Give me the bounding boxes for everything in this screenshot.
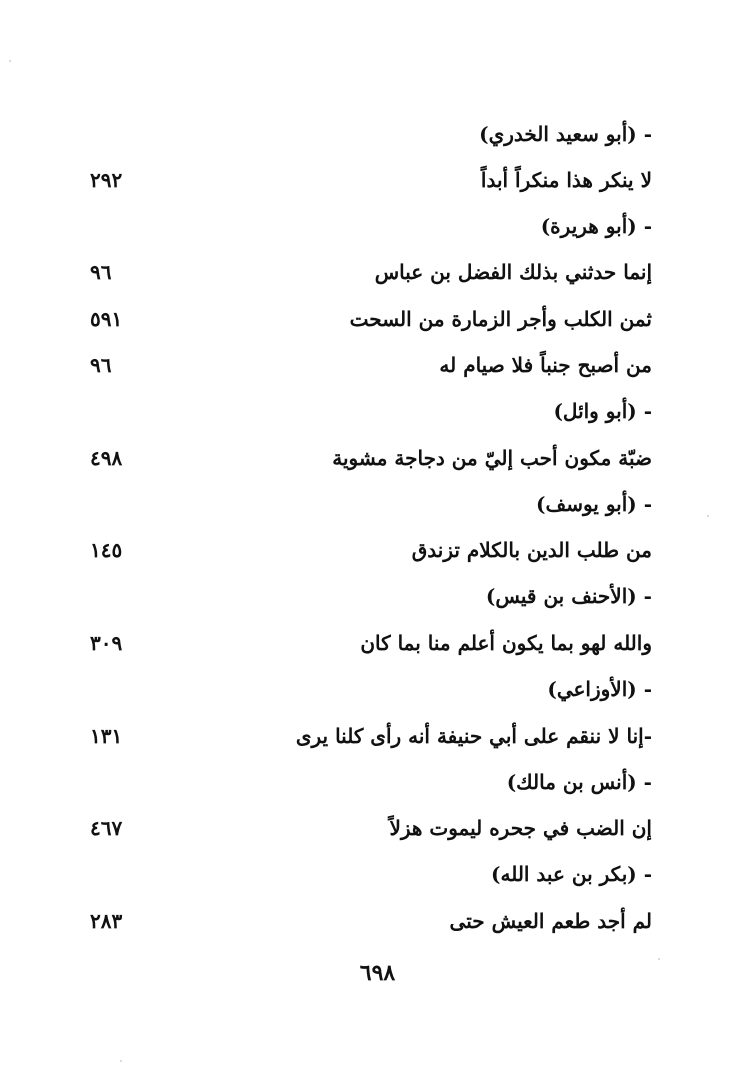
scan-speck [707,515,709,517]
scan-speck [120,1060,122,1062]
entry-text: لم أجد طعم العيش حتى [449,909,652,933]
entry-text: - (أبو وائل) [553,399,652,423]
index-entry [80,442,652,482]
index-entry [80,303,652,343]
entry-text: إنما حدثني بذلك الفضل بن عباس [374,260,652,284]
entry-text: ثمن الكلب وأجر الزمارة من السحت [349,307,652,331]
index-entry [80,812,652,852]
index-entry [80,905,652,945]
entry-text: ضبّة مكون أحب إليّ من دجاجة مشوية [332,446,652,470]
narrator-heading [80,673,652,713]
entry-page-number: ٤٦٧ [90,816,123,840]
index-entry [80,256,652,296]
narrator-heading [80,210,652,250]
index-entry [80,720,652,760]
entry-page-number: ٩٦ [90,353,112,377]
entry-page-number: ٤٩٨ [90,446,123,470]
entry-text: - (أبو سعيد الخدري) [479,122,652,146]
scan-speck [9,60,11,62]
narrator-heading [80,395,652,435]
entry-page-number: ٣٠٩ [90,631,123,655]
page-number: ٦٩٨ [359,960,396,986]
index-entry [80,627,652,667]
entry-page-number: ٩٦ [90,260,112,284]
narrator-heading [80,118,652,158]
entry-page-number: ١٣١ [90,724,123,748]
scan-speck [658,958,660,960]
entry-text: إن الضب في جحره ليموت هزلاً [389,816,652,840]
narrator-heading [80,858,652,898]
entry-page-number: ٥٩١ [90,307,123,331]
narrator-heading [80,488,652,528]
entry-text: من أصبح جنباً فلا صيام له [439,353,652,377]
entry-text: - (أبو هريرة) [540,214,652,238]
narrator-heading [80,766,652,806]
entry-page-number: ٢٨٣ [90,909,123,933]
entry-text: -إنا لا ننقم على أبي حنيفة أنه رأى كلنا يرى [295,724,652,748]
entry-text: - (بكر بن عبد الله) [491,862,652,886]
entry-text: - (أبو يوسف) [536,492,652,516]
entry-page-number: ١٤٥ [90,538,123,562]
index-entry [80,349,652,389]
entry-page-number: ٢٩٢ [90,168,123,192]
index-entry [80,164,652,204]
entry-text: - (الأحنف بن قيس) [485,584,652,608]
narrator-heading [80,580,652,620]
entry-text: والله لهو بما يكون أعلم منا بما كان [360,631,652,655]
index-entry [80,534,652,574]
entry-text: من طلب الدين بالكلام تزندق [411,538,652,562]
entry-text: لا ينكر هذا منكراً أبداً [480,168,652,192]
entry-text: - (الأوزاعي) [547,677,652,701]
entry-text: - (أنس بن مالك) [506,770,652,794]
